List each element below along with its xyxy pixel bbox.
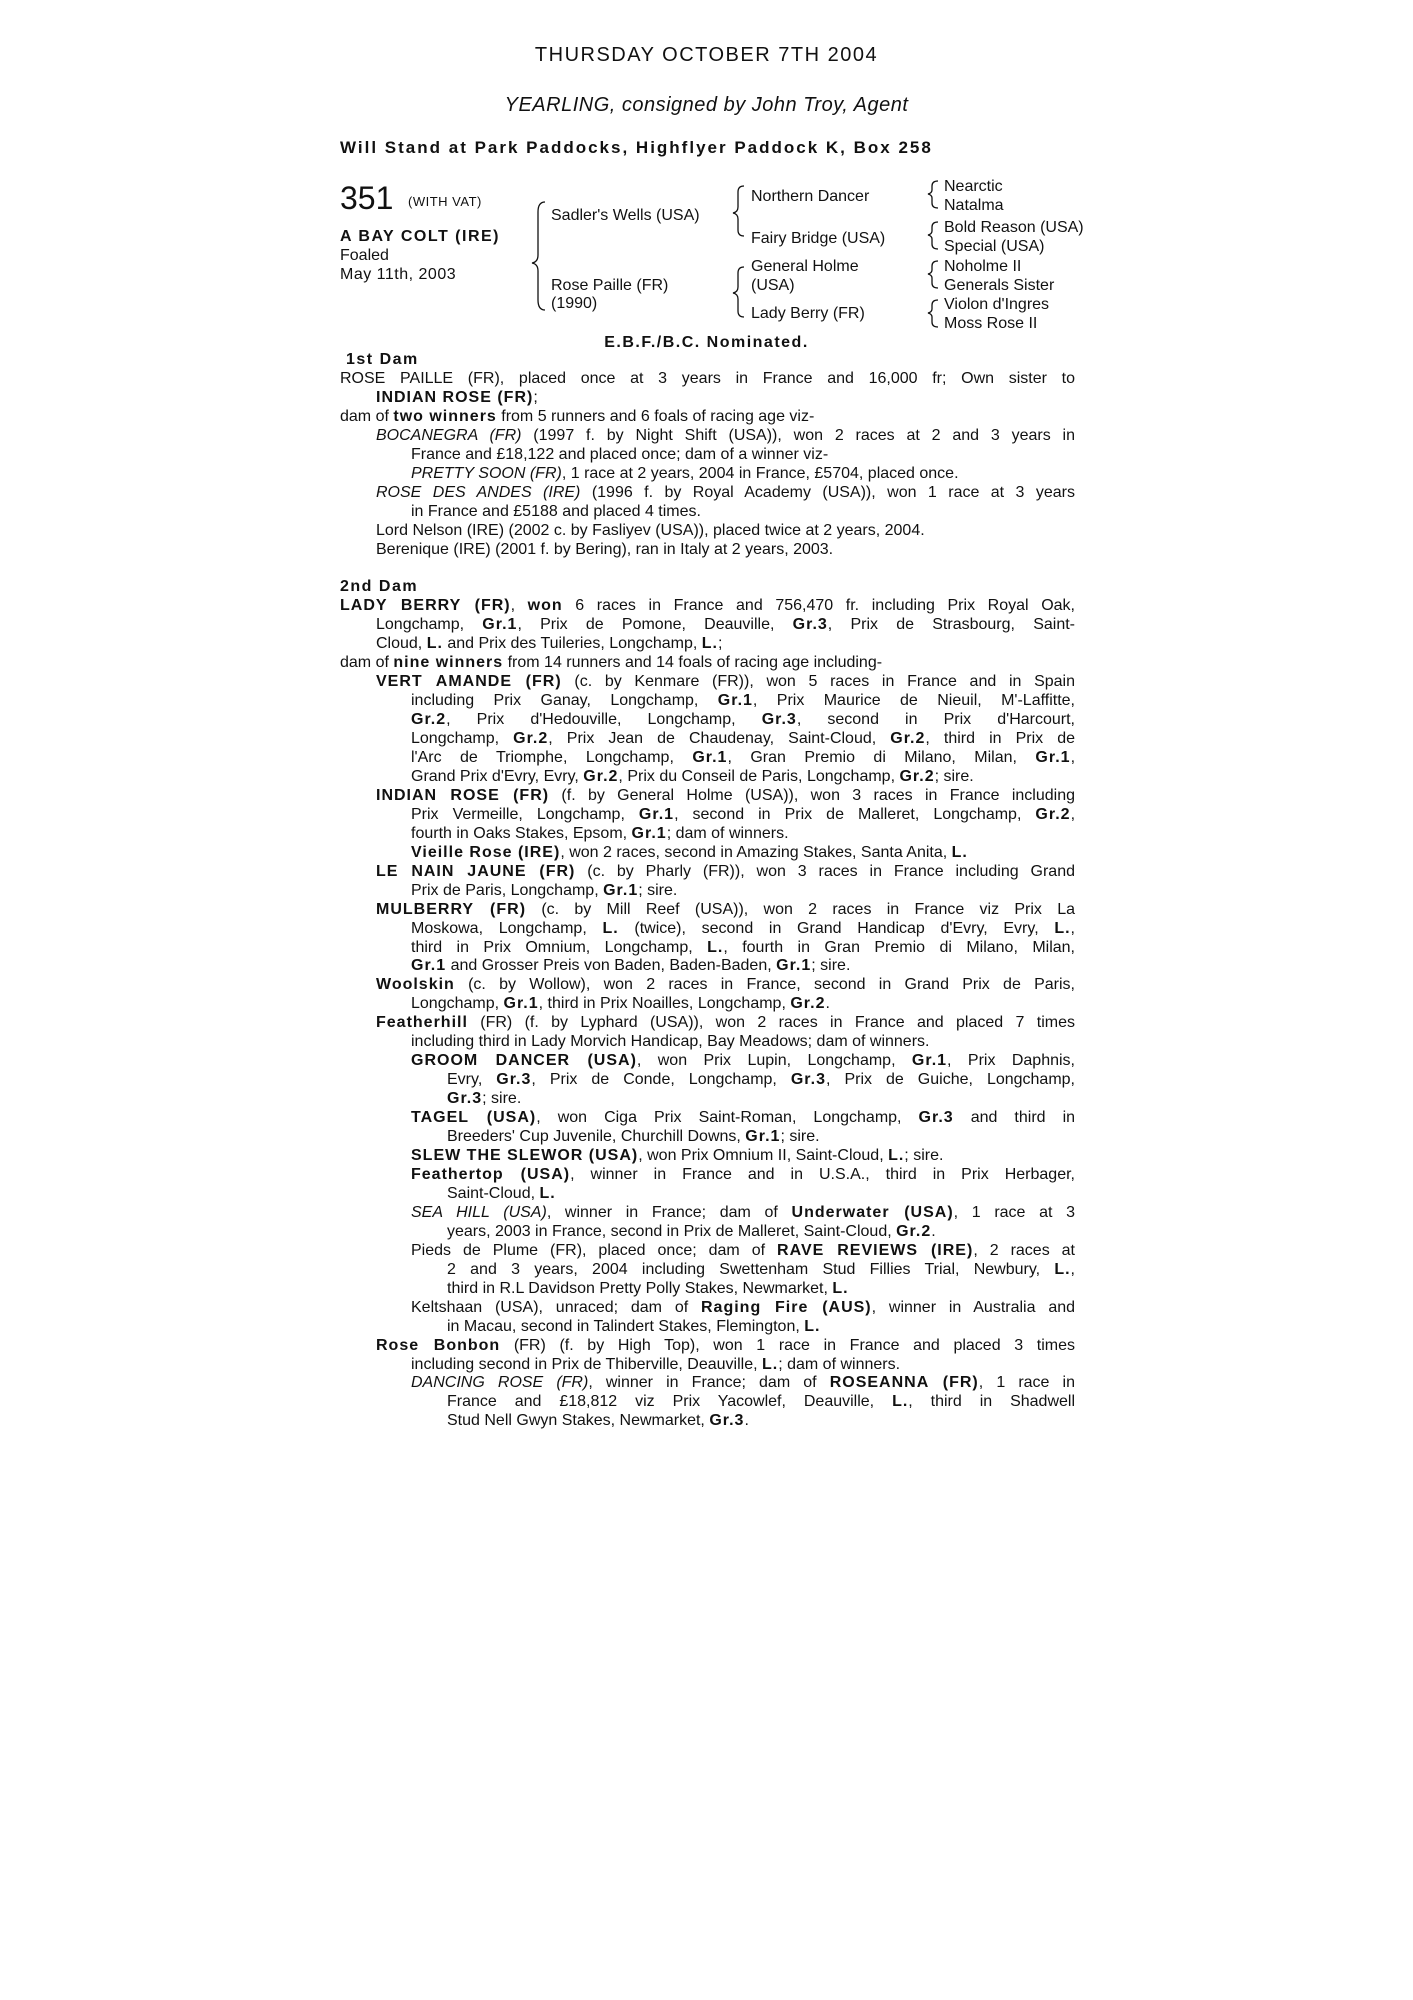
horse-name: LADY BERRY (FR)	[340, 597, 511, 615]
grade: Gr.2	[890, 730, 926, 748]
text-run: and third in	[953, 1109, 1076, 1127]
grade: L.	[539, 1184, 556, 1202]
dam-details	[340, 351, 1075, 1431]
text-run: .	[744, 1412, 749, 1430]
produce-line	[340, 1128, 1075, 1147]
produce-line	[340, 939, 1075, 958]
text-run: (c. by Wollow), won 2 races in France, second in Grand Prix de Paris,	[454, 976, 1075, 994]
grade: Gr.2	[583, 767, 619, 785]
pedigree-dam-line2: (1990)	[551, 295, 598, 312]
pedigree-gen3-4: Special (USA)	[944, 238, 1045, 255]
text-run: ; dam of winners.	[666, 824, 789, 842]
produce-line	[340, 1052, 1075, 1071]
text-run: (f. by General Holme (USA)), won 3 races in France including	[549, 786, 1076, 804]
horse-name: ROSEANNA (FR)	[829, 1374, 979, 1392]
produce-line	[340, 1374, 1075, 1393]
horse-name: INDIAN ROSE (FR)	[376, 388, 534, 406]
produce-line	[340, 1090, 1075, 1109]
grade: L.	[832, 1279, 849, 1297]
text-run: ; sire.	[780, 1128, 820, 1146]
text-run: (1997 f. by Night Shift (USA)), won 2 races at 2 and 3 years in	[521, 426, 1076, 444]
horse-name: MULBERRY (FR)	[376, 900, 527, 918]
grade: Gr.1	[638, 805, 675, 823]
text-run: , 1 race at 3	[953, 1203, 1076, 1221]
pedigree-sire-sire: Northern Dancer	[751, 188, 870, 205]
produce-line	[340, 1109, 1075, 1128]
horse-name: Rose Bonbon	[376, 1336, 501, 1354]
text-run: , 2 races at	[973, 1241, 1075, 1259]
produce-line	[340, 1261, 1075, 1280]
produce-line	[340, 901, 1075, 920]
text-run: , winner in France; dam of	[588, 1374, 830, 1392]
text-run: , fourth in Gran Premio di Milano, Milan,	[723, 938, 1075, 956]
grade: Gr.2	[1035, 805, 1071, 823]
text-run: third in R.L Davidson Pretty Polly Stakes, Newmarket,	[447, 1279, 833, 1297]
produce-line	[340, 1204, 1075, 1223]
horse-name: VERT AMANDE (FR)	[376, 673, 562, 691]
grade: Gr.1	[717, 692, 753, 710]
produce-line	[340, 1318, 1075, 1337]
horse-name: Woolskin	[376, 976, 455, 994]
horse-name: BOCANEGRA (FR)	[376, 426, 522, 444]
produce-line	[340, 1185, 1075, 1204]
produce-line	[340, 768, 1075, 787]
text-run: , won Ciga Prix Saint-Roman, Longchamp,	[536, 1109, 919, 1127]
grade: Gr.3	[447, 1090, 483, 1108]
consignment-line: YEARLING, consigned by John Troy, Agent	[504, 94, 909, 116]
text-run: dam of	[340, 407, 394, 425]
text-run: Saint-Cloud,	[447, 1184, 540, 1202]
grade: L.	[707, 938, 724, 956]
text-run: Breeders' Cup Juvenile, Churchill Downs,	[447, 1128, 746, 1146]
horse-name: INDIAN ROSE (FR)	[376, 786, 550, 804]
text-run: , third in Prix de	[925, 730, 1076, 748]
text-run: ; sire.	[482, 1090, 522, 1108]
text-run: ; sire.	[904, 1147, 944, 1165]
sale-date: THURSDAY OCTOBER 7TH 2004	[534, 44, 879, 66]
produce-line	[340, 692, 1075, 711]
text-run: Prix Vermeille, Longchamp,	[411, 805, 639, 823]
produce-line	[340, 1223, 1075, 1242]
text-run: France and £18,122 and placed once; dam of a winner viz-	[411, 445, 829, 463]
text-run: , won 2 races, second in Amazing Stakes, Santa Anita,	[560, 843, 952, 861]
grade: Gr.1	[911, 1052, 948, 1070]
grade: Gr.2	[899, 767, 935, 785]
text-run: ; sire.	[638, 881, 678, 899]
text-run: , won Prix Lupin, Longchamp,	[636, 1052, 912, 1070]
produce-line	[340, 749, 1075, 768]
text-run: France and £18,812 viz Prix Yacowlef, Deauville,	[447, 1393, 893, 1411]
grade: Gr.3	[790, 1071, 826, 1089]
horse-name: RAVE REVIEWS (IRE)	[777, 1241, 974, 1259]
produce-line	[340, 1356, 1075, 1375]
text-run: Moskowa, Longchamp,	[411, 919, 603, 937]
text-run: , 1 race in	[978, 1374, 1076, 1392]
text-run: Keltshaan (USA), unraced; dam of	[411, 1298, 701, 1316]
text-run: (twice), second in Grand Handicap d'Evry, Evry,	[618, 919, 1055, 937]
text-run: , 1 race at 2 years, 2004 in France, £5704, placed once.	[561, 464, 959, 482]
nomination-note: E.B.F./B.C. Nominated.	[604, 334, 809, 351]
pedigree-braces	[0, 0, 1413, 340]
second-dam-line	[340, 616, 1075, 635]
pedigree-gen3-6: Generals Sister	[944, 277, 1055, 294]
horse-name: SEA HILL (USA)	[411, 1203, 547, 1221]
text-run: , winner in France; dam of	[546, 1203, 792, 1221]
text-run: , Prix de Guiche, Longchamp,	[826, 1071, 1075, 1089]
produce-line	[340, 503, 1075, 522]
pedigree-dam-dam: Lady Berry (FR)	[751, 305, 865, 322]
first-dam-intro-cont	[340, 389, 1075, 408]
text-run: Stud Nell Gwyn Stakes, Newmarket,	[447, 1412, 710, 1430]
text-run: , Prix Maurice de Nieuil, M'-Laffitte,	[752, 692, 1075, 710]
first-dam-intro	[340, 370, 1075, 389]
text-run: from 14 runners and 14 foals of racing age including-	[503, 654, 883, 672]
grade: Gr.1	[776, 957, 812, 975]
produce-line	[340, 787, 1075, 806]
produce-line	[340, 522, 1075, 541]
text-run: ;	[533, 388, 538, 406]
produce-line	[340, 825, 1075, 844]
pedigree-gen3-5: Noholme II	[944, 258, 1022, 275]
grade: L.	[762, 1355, 779, 1373]
text-run: , won Prix Omnium II, Saint-Cloud,	[638, 1147, 889, 1165]
text-run: Lord Nelson (IRE) (2002 c. by Fasliyev (USA)), placed twice at 2 years, 2004.	[376, 521, 925, 539]
text-run: fourth in Oaks Stakes, Epsom,	[411, 824, 632, 842]
horse-name: LE NAIN JAUNE (FR)	[376, 862, 576, 880]
text-run: ROSE PAILLE (FR), placed once at 3 years in France and 16,000 fr; Own sister to	[340, 369, 1075, 387]
text-run: ; dam of winners.	[778, 1355, 901, 1373]
grade: L.	[888, 1147, 905, 1165]
winners-count: nine winners	[393, 654, 504, 672]
first-dam-heading: 1st Dam	[346, 351, 419, 368]
second-dam-line	[340, 635, 1075, 654]
text-run: , second in Prix de Malleret, Longchamp,	[674, 805, 1036, 823]
text-run: (FR) (f. by Lyphard (USA)), won 2 races in France and placed 7 times	[467, 1014, 1075, 1032]
produce-line	[340, 1033, 1075, 1052]
text-run: dam of	[340, 654, 394, 672]
lot-number: 351	[340, 180, 394, 216]
horse-name: PRETTY SOON (FR)	[411, 464, 562, 482]
first-dam-produce	[340, 408, 1075, 427]
text-run: , Gran Premio di Milano, Milan,	[727, 749, 1036, 766]
foaled-label: Foaled	[340, 247, 389, 264]
produce-line	[340, 673, 1075, 692]
grade: L.	[892, 1393, 909, 1411]
text-run: Berenique (IRE) (2001 f. by Bering), ran in Italy at 2 years, 2003.	[376, 540, 834, 558]
text-run: , Prix de Conde, Longchamp,	[531, 1071, 791, 1089]
grade: Gr.1	[411, 957, 447, 975]
pedigree-gen3-1: Nearctic	[944, 178, 1003, 195]
produce-line	[340, 711, 1075, 730]
produce-line	[340, 1014, 1075, 1033]
text-run: , winner in France and in U.S.A., third in Prix Herbager,	[570, 1165, 1075, 1183]
grade: Gr.2	[411, 711, 447, 729]
text-run: and Grosser Preis von Baden, Baden-Baden,	[446, 957, 777, 975]
grade: L.	[1054, 1260, 1071, 1278]
text-run: years, 2003 in France, second in Prix de Malleret, Saint-Cloud,	[447, 1222, 897, 1240]
grade: Gr.2	[513, 730, 549, 748]
text-run: ,	[1070, 919, 1075, 937]
text-run: , third in Shadwell	[908, 1393, 1076, 1411]
produce-line	[340, 484, 1075, 503]
grade: Gr.1	[631, 824, 667, 842]
grade: Gr.2	[790, 995, 826, 1013]
produce-line	[340, 446, 1075, 465]
horse-name: SLEW THE SLEWOR (USA)	[411, 1147, 639, 1165]
text-run: Evry,	[447, 1071, 497, 1089]
text-run: ; sire.	[934, 767, 974, 785]
pedigree-dam-line1: Rose Paille (FR)	[551, 277, 669, 294]
text-run: ,	[510, 597, 528, 615]
text-run: Grand Prix d'Evry, Evry,	[411, 767, 584, 785]
produce-line	[340, 1412, 1075, 1431]
pedigree-dam-sire-line1: General Holme	[751, 258, 859, 275]
text-run: Longchamp,	[376, 616, 483, 634]
text-run: ,	[1070, 749, 1076, 766]
grade: L.	[602, 919, 619, 937]
text-run: in France and £5188 and placed 4 times.	[411, 502, 701, 520]
grade: Gr.3	[792, 616, 828, 634]
text-run: Longchamp,	[411, 995, 504, 1013]
produce-line	[340, 541, 1075, 560]
horse-description: A BAY COLT (IRE)	[340, 228, 501, 245]
text-run: including third in Lady Morvich Handicap, Bay Meadows; dam of winners.	[411, 1033, 930, 1051]
produce-line	[340, 1337, 1075, 1356]
text-run: , Prix du Conseil de Paris, Longchamp,	[618, 767, 900, 785]
text-run: including Prix Ganay, Longchamp,	[411, 692, 718, 710]
grade: Gr.1	[603, 881, 639, 899]
horse-name: Raging Fire (AUS)	[701, 1298, 872, 1316]
text-run: in Macau, second in Talindert Stakes, Flemington,	[447, 1317, 805, 1335]
grade: Gr.3	[761, 711, 797, 729]
horse-name: Underwater (USA)	[791, 1203, 954, 1221]
text-run: ,	[1070, 1260, 1075, 1278]
pedigree-gen3-3: Bold Reason (USA)	[944, 219, 1084, 236]
text-run: 6 races in France and 756,470 fr. including Prix Royal Oak,	[562, 597, 1075, 615]
horse-name: DANCING ROSE (FR)	[411, 1374, 589, 1392]
spacer	[340, 559, 1075, 578]
horse-name: Featherhill	[376, 1014, 468, 1032]
produce-line	[340, 863, 1075, 882]
grade: Gr.3	[709, 1412, 745, 1430]
produce-line	[340, 957, 1075, 976]
text-run: Prix de Paris, Longchamp,	[411, 881, 604, 899]
produce-line	[340, 1299, 1075, 1318]
produce-line	[340, 1280, 1075, 1299]
grade: Gr.1	[482, 616, 518, 634]
produce-line	[340, 1147, 1075, 1166]
text-run: ,	[1070, 805, 1076, 823]
text-run: Cloud,	[376, 635, 427, 653]
produce-line	[340, 844, 1075, 863]
winners-count: two winners	[393, 407, 497, 425]
grade: L.	[951, 843, 968, 861]
grade: Gr.1	[745, 1128, 781, 1146]
grade: L.	[804, 1317, 821, 1335]
text-run: , third in Prix Noailles, Longchamp,	[538, 995, 791, 1013]
text-run: , Prix d'Hedouville, Longchamp,	[446, 711, 762, 729]
text-run: (c. by Mill Reef (USA)), won 2 races in France viz Prix La	[526, 900, 1075, 918]
produce-line	[340, 427, 1075, 446]
grade: Gr.1	[503, 995, 539, 1013]
horse-name: TAGEL (USA)	[411, 1109, 537, 1127]
produce-line	[340, 976, 1075, 995]
text-run: including second in Prix de Thiberville, Deauville,	[411, 1355, 762, 1373]
text-run: l'Arc de Triomphe, Longchamp,	[411, 749, 693, 766]
pedigree-gen3-8: Moss Rose II	[944, 315, 1038, 332]
produce-line	[340, 806, 1075, 825]
grade: Gr.2	[896, 1222, 932, 1240]
pedigree-dam-sire-line2: (USA)	[751, 277, 795, 294]
pedigree-gen3-7: Violon d'Ingres	[944, 296, 1050, 313]
produce-line	[340, 1393, 1075, 1412]
text-run: (1996 f. by Royal Academy (USA)), won 1 race at 3 years	[580, 483, 1076, 501]
text-run: , Prix de Pomone, Deauville,	[517, 616, 793, 634]
produce-line	[340, 465, 1075, 484]
text-run: , winner in Australia and	[871, 1298, 1076, 1316]
text-run: 2 and 3 years, 2004 including Swettenham Stud Fillies Trial, Newbury,	[447, 1260, 1055, 1278]
text-run: and Prix des Tuileries, Longchamp,	[442, 635, 702, 653]
text-run: won	[527, 597, 563, 615]
horse-name: Vieille Rose (IRE)	[411, 843, 561, 861]
grade: Gr.3	[918, 1109, 954, 1127]
produce-line	[340, 995, 1075, 1014]
produce-line	[340, 730, 1075, 749]
produce-line	[340, 1166, 1075, 1185]
stand-location: Will Stand at Park Paddocks, Highflyer Paddock K, Box 258	[340, 138, 933, 157]
text-run: ; sire.	[811, 957, 851, 975]
text-run: Longchamp,	[411, 730, 514, 748]
produce-line	[340, 1071, 1075, 1090]
pedigree-sire: Sadler's Wells (USA)	[551, 207, 700, 224]
produce-line	[340, 1242, 1075, 1261]
horse-name: ROSE DES ANDES (IRE)	[376, 483, 581, 501]
text-run: ;	[717, 635, 723, 653]
text-run: , second in Prix d'Harcourt,	[796, 711, 1075, 729]
second-dam-line	[340, 597, 1075, 616]
text-run: (c. by Pharly (FR)), won 3 races in France including Grand	[575, 862, 1075, 880]
vat-note: (WITH VAT)	[408, 194, 482, 209]
grade: Gr.1	[1035, 749, 1071, 766]
horse-name: GROOM DANCER (USA)	[411, 1052, 637, 1070]
text-run: (FR) (f. by High Top), won 1 race in France and placed 3 times	[500, 1336, 1075, 1354]
grade: L.	[426, 635, 443, 653]
text-run: third in Prix Omnium, Longchamp,	[411, 938, 708, 956]
second-dam-line	[340, 654, 1075, 673]
pedigree-gen3-2: Natalma	[944, 197, 1004, 214]
grade: L.	[701, 635, 718, 653]
text-run: , Prix Jean de Chaudenay, Saint-Cloud,	[548, 730, 891, 748]
grade: Gr.3	[496, 1071, 532, 1089]
grade: Gr.1	[692, 749, 728, 766]
produce-line	[340, 920, 1075, 939]
pedigree-sire-dam: Fairy Bridge (USA)	[751, 230, 886, 247]
text-run: Pieds de Plume (FR), placed once; dam of	[411, 1241, 778, 1259]
second-dam-heading: 2nd Dam	[340, 578, 419, 596]
text-run: .	[931, 1222, 936, 1240]
grade: L.	[1054, 919, 1071, 937]
produce-line	[340, 882, 1075, 901]
text-run: from 5 runners and 6 foals of racing age viz-	[496, 407, 815, 425]
text-run: (c. by Kenmare (FR)), won 5 races in France and in Spain	[561, 673, 1076, 691]
horse-name: Feathertop (USA)	[411, 1165, 571, 1183]
text-run: .	[825, 995, 830, 1013]
foaled-date: May 11th, 2003	[340, 266, 457, 283]
text-run: , Prix de Strasbourg, Saint-	[827, 616, 1075, 634]
text-run: , Prix Daphnis,	[947, 1052, 1075, 1070]
